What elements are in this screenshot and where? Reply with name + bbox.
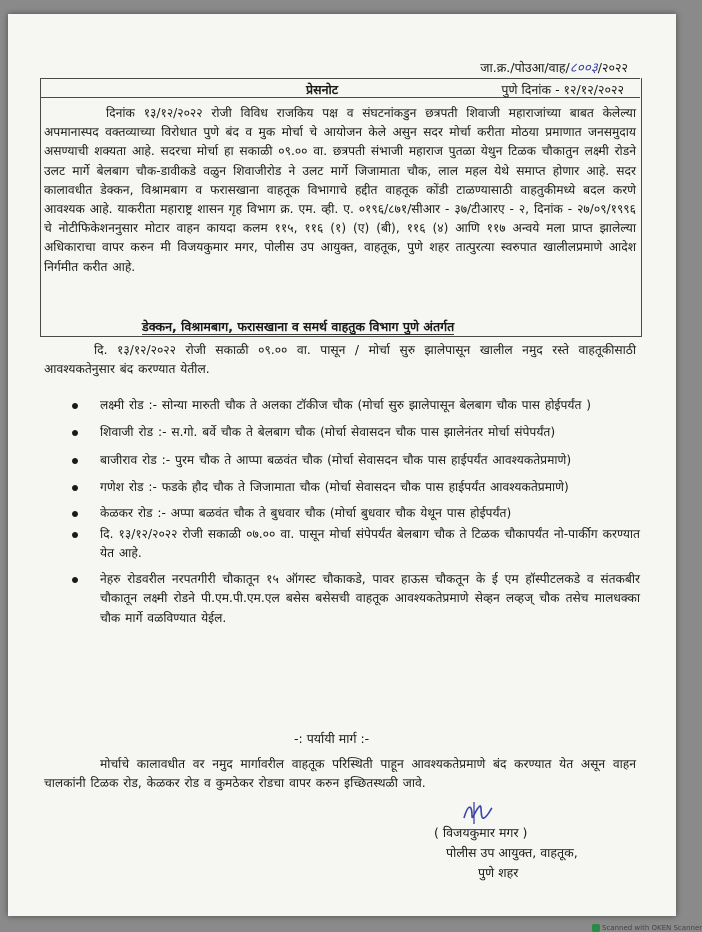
closure-intro-paragraph: दि. १३/१२/२०२२ रोजी सकाळी ०९.०० वा. पासून / मोर्चा सुरु झालेपासून खालील नमुद रस्ते वाहतूकीसाठी आवश्यकतेनुसार बंद करण्यात येतील. — [44, 343, 636, 377]
signatory-place: पुणे शहर — [478, 865, 519, 880]
list-item — [72, 478, 640, 497]
alternate-route-heading: -: पर्यायी मार्ग :- — [294, 731, 370, 746]
list-item — [72, 504, 640, 523]
document-page — [8, 14, 702, 932]
signatory-designation: पोलीस उप आयुक्त, वाहतूक, — [446, 845, 578, 860]
reference-number — [480, 58, 628, 76]
signature-mark — [460, 798, 496, 826]
handwritten-signature-icon — [460, 798, 496, 826]
intro-paragraph: दिनांक १३/१२/२०२२ रोजी विविध राजकिय पक्ष व संघटनांकडुन छत्रपती शिवाजी महाराजांच्या बाबत केलेल्या अपमानास्पद वक्तव्याच्या विरोधात पुणे बंद व मुक मोर्चा चे आयोजन केले असुन सदर मोर्चा करीता मोठया प्रमाणात जनसमुदाय असण्याची शक्यता आहे. सदरचा मोर्चा हा सकाळी ०९.०० वा. छत्रपती संभाजी महाराज पुतळा येथुन टिळक चौकातुन लक्ष्मी रोडने उलट मार्गे बेलबाग चौक-डावीकडे वळुन शिवाजीरोड ने उलट मार्गे जिजामाता चौक, लाल महल येथे समाप्त होणार आहे. सदर कालावधीत डेक्कन, विश्रामबाग व फरासखाना वाहतूक विभागाचे हद्दीत वाहतूक कोंडी टाळण्यासाठी वाहतुकीमध्ये बदल करणे आवश्यक आहे. याकरीता महाराष्ट्र शासन गृह विभाग क्र. एम. व्ही. ए. ०१९६/८७१/सीआर - ३७/टीआरए - २, दिनांक - २७/०९/१९९६ चे नोटीफिकेशननुसार मोटार वाहन कायदा कलम ११५, ११६ (१) (ए) (बी), ११६ (४) आणि ११७ अन्वये मला प्राप्त झालेल्या अधिकाराचा वापर करुन मी विजयकुमार मगर, पोलीस उप आयुक्त, वाहतूक, पुणे शहर तात्पुरत्या स्वरुपात खालीलप्रमाणे आदेश निर्गमीत करीत आहे. — [44, 106, 636, 274]
bullet-icon — [72, 430, 78, 436]
list-item — [72, 423, 640, 442]
bullet-icon — [72, 532, 78, 538]
reference-handwritten-number: ८००३ — [569, 60, 598, 76]
scanner-logo-icon — [592, 924, 600, 932]
scanner-watermark-text: Scanned with OKEN Scanner — [602, 924, 702, 932]
list-item-text: गणेश रोड :- फडके हौद चौक ते जिजामाता चौक (मोर्चा सेवासदन चौक पास हाईपर्यंत आवश्यकतेप्रमाणे) — [100, 480, 569, 495]
signatory-name: ( विजयकुमार मगर ) — [434, 825, 528, 840]
bullet-icon — [72, 577, 78, 583]
road-closure-list — [72, 396, 640, 628]
document-date: पुणे दिनांक - १२/१२/२०२२ — [501, 82, 624, 97]
list-item-text: लक्ष्मी रोड :- सोन्या मारुती चौक ते अलका टॉकीज चौक (मोर्चा सुरु झालेपासून बेलबाग चौक पास होईपर्यंत ) — [100, 398, 592, 412]
bullet-icon — [72, 511, 78, 517]
list-item — [72, 570, 640, 628]
list-item-text: केळकर रोड :- अप्पा बळवंत चौक ते बुधवार चौक (मोर्चा बुधवार चौक येथून पास होईपर्यंत) — [100, 505, 512, 520]
bullet-icon — [72, 458, 78, 464]
list-item-text: नेहरु रोडवरील नरपतगीरी चौकातून १५ ऑगस्ट चौकाकडे, पावर हाऊस चौकतून के ई एम हॉस्पीटलकडे व संतकबीर चौकातून लक्ष्मी रोडने पी.एम.पी.एम.एल बसेस बसेसची वाहतूक आवश्यकतेप्रमाणे सेव्हन लव्हज् चौक तसेच मालधक्का चौक मार्गे वळविण्यात येईल. — [100, 571, 640, 625]
bullet-icon — [72, 485, 78, 491]
document-title: प्रेसनोट — [306, 82, 339, 97]
closing-paragraph: मोर्चाचे कालावधीत वर नमुद मार्गावरील वाहतूक परिस्थिती पाहून आवश्यकतेप्रमाणे बंद करण्यात येत असून वाहन चालकांनी टिळक रोड, केळकर रोड व कुमठेकर रोडचा वापर करुन इच्छितस्थळी जावे. — [44, 757, 636, 791]
frame-top-rule — [40, 78, 640, 79]
section-heading — [142, 318, 454, 335]
list-item — [72, 525, 640, 564]
list-item — [72, 396, 640, 415]
list-item — [72, 451, 640, 470]
list-item-text: बाजीराव रोड :- पुरम चौक ते आप्पा बळवंत चौक (मोर्चा सेवासदन चौक पास हाईपर्यंत आवश्यकतेप्रमाणे) — [100, 452, 572, 467]
list-item-text: शिवाजी रोड :- स.गो. बर्वे चौक ते बेलबाग चौक (मोर्चा सेवासदन चौक पास झालेनंतर मोर्चा संपेपर्यंत) — [100, 425, 556, 440]
list-item-text: दि. १३/१२/२०२२ रोजी सकाळी ०७.०० वा. पासून मोर्चा संपेपर्यंत बेलबाग चौक ते टिळक चौकापर्यंत नो-पार्कीग करण्यात येत आहे. — [100, 527, 640, 561]
scanner-watermark — [592, 924, 702, 932]
reference-suffix: /२०२२ — [597, 60, 628, 75]
section-heading-text: डेक्कन, विश्रामबाग, फरासखाना व समर्थ वाहतुक विभाग पुणे अंतर्गत — [142, 319, 455, 334]
bullet-icon — [72, 403, 78, 409]
reference-prefix: जा.क्र./पोउआ/वाह/ — [480, 60, 570, 75]
